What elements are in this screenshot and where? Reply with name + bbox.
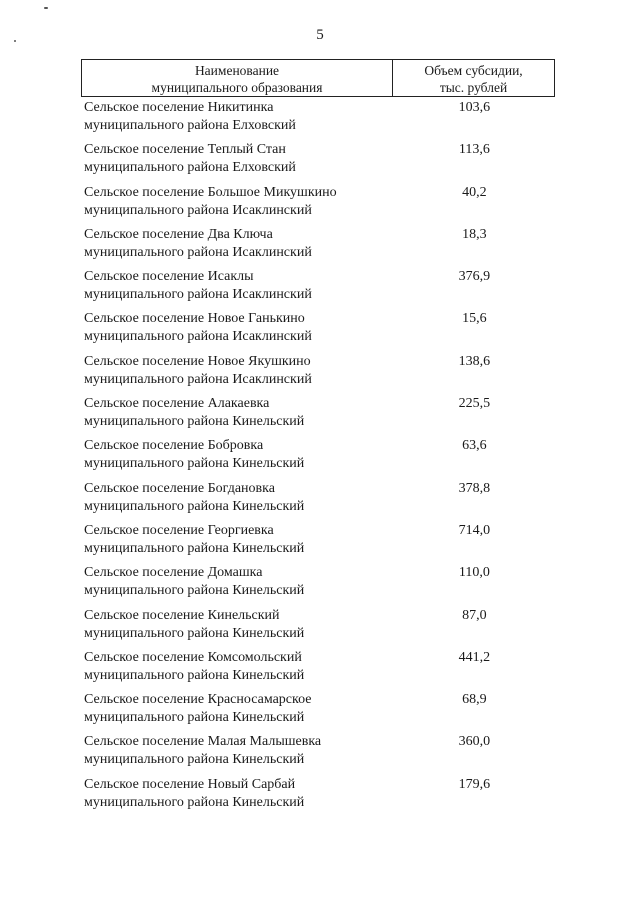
table-row bbox=[84, 141, 554, 183]
subsidy-value: 63,6 bbox=[462, 438, 487, 454]
subsidy-value: 110,0 bbox=[458, 565, 490, 581]
header-value-line1: Объем субсидии, bbox=[424, 63, 523, 78]
municipality-name bbox=[84, 437, 395, 479]
settlement-name: Сельское поселение Домашка bbox=[84, 565, 263, 581]
municipality-name bbox=[84, 649, 395, 691]
table-body bbox=[84, 99, 554, 818]
subsidy-value: 441,2 bbox=[458, 649, 491, 665]
subsidy-value: 138,6 bbox=[458, 353, 491, 369]
header-value-line2: тыс. рублей bbox=[439, 80, 508, 95]
scan-speck bbox=[44, 7, 48, 9]
municipality-name bbox=[84, 691, 395, 733]
district-name: муниципального района Елховский bbox=[84, 118, 296, 133]
table-row bbox=[84, 226, 554, 268]
subsidy-value: 378,8 bbox=[458, 480, 491, 496]
municipality-name bbox=[84, 480, 395, 522]
district-name: муниципального района Кинельский bbox=[84, 583, 305, 599]
subsidy-value: 360,0 bbox=[458, 734, 491, 750]
table-row bbox=[84, 733, 554, 775]
municipality-name bbox=[84, 141, 395, 183]
table-row bbox=[84, 480, 554, 522]
subsidy-value: 113,6 bbox=[458, 142, 490, 158]
settlement-name: Сельское поселение Богдановка bbox=[84, 480, 275, 496]
subsidy-value: 40,2 bbox=[462, 184, 487, 200]
district-name: муниципального района Исаклинский bbox=[84, 202, 312, 218]
municipality-name bbox=[84, 607, 395, 649]
district-name: муниципального района Исаклинский bbox=[84, 244, 312, 260]
table-row bbox=[84, 691, 554, 733]
settlement-name: Сельское поселение Исаклы bbox=[84, 269, 254, 285]
municipality-name bbox=[84, 395, 395, 437]
settlement-name: Сельское поселение Два Ключа bbox=[84, 226, 273, 242]
settlement-name: Сельское поселение Новый Сарбай bbox=[84, 776, 296, 792]
table-row bbox=[84, 395, 554, 437]
district-name: муниципального района Исаклинский bbox=[84, 287, 312, 303]
district-name: муниципального района Кинельский bbox=[84, 667, 305, 683]
municipality-name bbox=[84, 733, 395, 775]
header-value-cell bbox=[393, 60, 554, 96]
subsidy-value: 225,5 bbox=[458, 396, 491, 412]
table-row bbox=[84, 99, 554, 141]
settlement-name: Сельское поселение Новое Якушкино bbox=[84, 353, 311, 369]
table-row bbox=[84, 437, 554, 479]
table-row bbox=[84, 353, 554, 395]
settlement-name: Сельское поселение Теплый Стан bbox=[84, 142, 286, 158]
header-name-line2: муниципального образования bbox=[151, 80, 323, 95]
settlement-name: Сельское поселение Большое Микушкино bbox=[84, 184, 337, 200]
settlement-name: Сельское поселение Малая Малышевка bbox=[84, 734, 322, 750]
settlement-name: Сельское поселение Георгиевка bbox=[84, 522, 274, 538]
table-row bbox=[84, 268, 554, 310]
municipality-name bbox=[84, 226, 395, 268]
municipality-name bbox=[84, 522, 395, 564]
settlement-name: Сельское поселение Кинельский bbox=[84, 607, 280, 623]
municipality-name bbox=[84, 268, 395, 310]
settlement-name: Сельское поселение Комсомольский bbox=[84, 649, 302, 665]
table-row bbox=[84, 522, 554, 564]
subsidy-value: 376,9 bbox=[458, 269, 491, 285]
table-row bbox=[84, 564, 554, 606]
page-number: 5 bbox=[316, 27, 324, 43]
settlement-name: Сельское поселение Алакаевка bbox=[84, 396, 270, 412]
table-row bbox=[84, 649, 554, 691]
table-row bbox=[84, 776, 554, 818]
district-name: муниципального района Кинельский bbox=[84, 414, 305, 430]
subsidy-value: 15,6 bbox=[462, 311, 487, 327]
municipality-name bbox=[84, 184, 395, 226]
district-name: муниципального района Кинельский bbox=[84, 625, 305, 641]
settlement-name: Сельское поселение Красносамарское bbox=[84, 692, 312, 708]
subsidy-value: 18,3 bbox=[462, 226, 487, 242]
district-name: муниципального района Исаклинский bbox=[84, 371, 312, 387]
table-row bbox=[84, 184, 554, 226]
subsidy-value: 103,6 bbox=[458, 100, 491, 115]
district-name: муниципального района Кинельский bbox=[84, 456, 305, 472]
table-header bbox=[81, 59, 555, 97]
municipality-name bbox=[84, 776, 395, 818]
settlement-name: Сельское поселение Новое Ганькино bbox=[84, 311, 305, 327]
header-name-line1: Наименование bbox=[194, 63, 280, 78]
table-row bbox=[84, 310, 554, 352]
district-name: муниципального района Исаклинский bbox=[84, 329, 312, 345]
municipality-name bbox=[84, 353, 395, 395]
subsidy-value: 714,0 bbox=[458, 522, 491, 538]
settlement-name: Сельское поселение Бобровка bbox=[84, 438, 264, 454]
subsidy-value: 68,9 bbox=[462, 692, 487, 708]
district-name: муниципального района Кинельский bbox=[84, 710, 305, 726]
district-name: муниципального района Кинельский bbox=[84, 752, 305, 768]
subsidy-value: 179,6 bbox=[458, 776, 491, 792]
municipality-name bbox=[84, 564, 395, 606]
municipality-name bbox=[84, 310, 395, 352]
district-name: муниципального района Елховский bbox=[84, 160, 296, 176]
table-row bbox=[84, 607, 554, 649]
municipality-name bbox=[84, 99, 395, 141]
subsidy-value: 87,0 bbox=[462, 607, 487, 623]
district-name: муниципального района Кинельский bbox=[84, 498, 305, 514]
settlement-name: Сельское поселение Никитинка bbox=[84, 100, 274, 115]
header-name-cell bbox=[82, 60, 393, 96]
district-name: муниципального района Кинельский bbox=[84, 540, 305, 556]
district-name: муниципального района Кинельский bbox=[84, 794, 305, 810]
